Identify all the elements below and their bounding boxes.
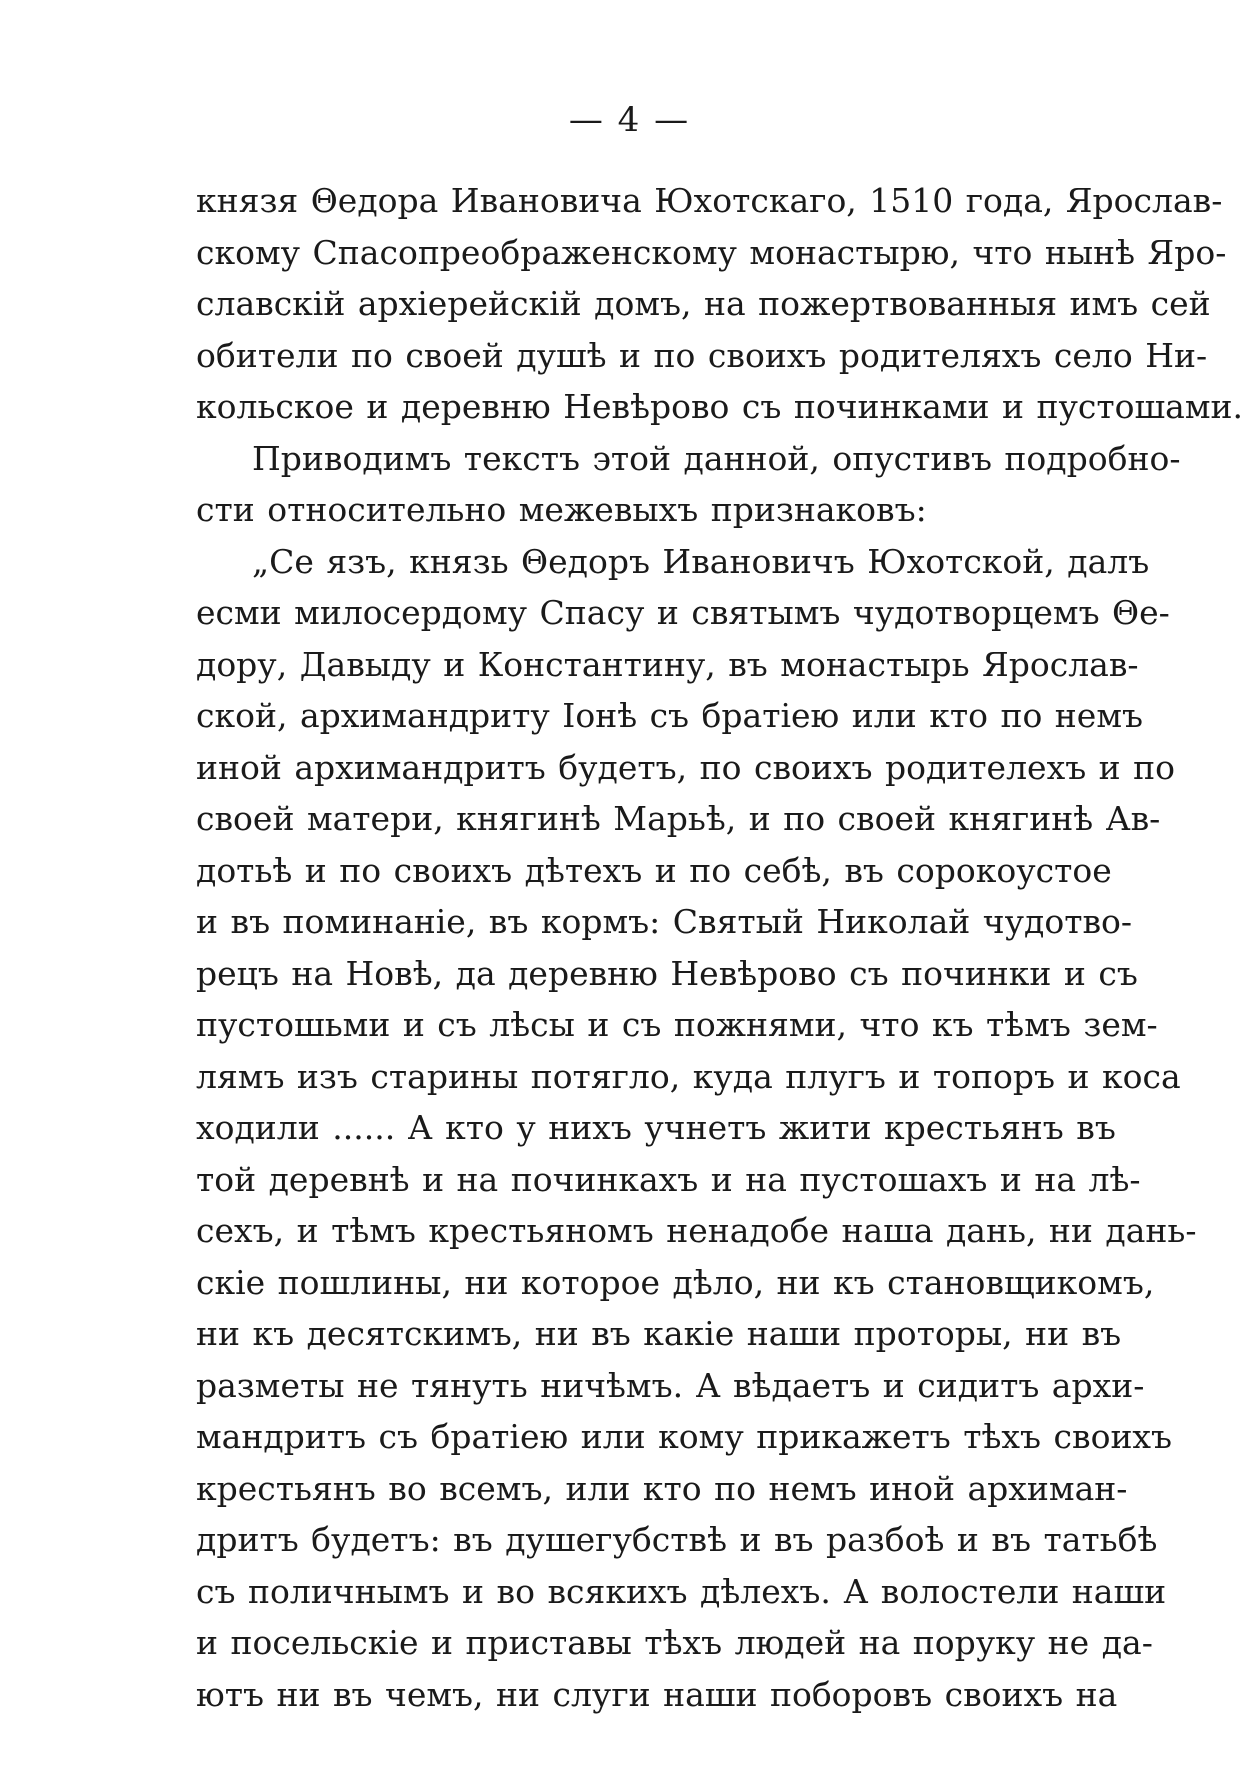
text-line: князя Θедора Ивановича Юхотскаго, 1510 года, Ярослав- xyxy=(196,181,1223,220)
text-line: дритъ будетъ: въ душегубствѣ и въ разбоѣ и въ татьбѣ xyxy=(196,1520,1158,1559)
text-line: „Се язъ, князь Θедоръ Ивановичъ Юхотской, далъ xyxy=(252,541,1150,581)
text-line: пустошьми и съ лѣсы и съ пожнями, что къ тѣмъ зем- xyxy=(196,1005,1158,1044)
text-line: скіе пошлины, ни которое дѣло, ни къ становщикомъ, xyxy=(196,1262,1155,1302)
text-line: дору, Давыду и Константину, въ монастырь Ярослав- xyxy=(196,644,1139,684)
body-text xyxy=(196,175,1244,1720)
text-line: кольское и деревню Невѣрово съ починками и пустошами. xyxy=(196,387,1244,426)
text-line: сехъ, и тѣмъ крестьяномъ ненадобе наша дань, ни дань- xyxy=(196,1211,1197,1250)
text-line: крестьянъ во всемъ, или кто по немъ иной архиман- xyxy=(196,1468,1128,1508)
text-line: ни къ десятскимъ, ни въ какіе наши проторы, ни въ xyxy=(196,1314,1122,1353)
text-line: славскій архіерейскій домъ, на пожертвованныя имъ сей xyxy=(196,284,1211,323)
text-line: и посельскіе и приставы тѣхъ людей на поруку не да- xyxy=(196,1623,1153,1662)
text-line: и въ поминаніе, въ кормъ: Святый Николай чудотво- xyxy=(196,902,1133,941)
text-line: дотьѣ и по своихъ дѣтехъ и по себѣ, въ сорокоустое xyxy=(196,850,1112,890)
text-line: ходили ...... А кто у нихъ учнетъ жити крестьянъ въ xyxy=(196,1108,1116,1147)
text-line: разметы не тянуть ничѣмъ. А вѣдаетъ и сидитъ архи- xyxy=(196,1365,1145,1405)
text-line: скому Спасопреображенскому монастырю, что нынѣ Яро- xyxy=(196,232,1227,272)
text-line: ской, архимандриту Іонѣ съ братіею или кто по немъ xyxy=(196,696,1143,735)
text-line: мандритъ съ братіею или кому прикажетъ тѣхъ своихъ xyxy=(196,1417,1173,1456)
text-line: Приводимъ текстъ этой данной, опустивъ подробно- xyxy=(252,438,1181,478)
text-line: рецъ на Новѣ, да деревню Невѣрово съ починки и съ xyxy=(196,953,1138,993)
page-number: — 4 — xyxy=(568,100,691,140)
text-line: лямъ изъ старины потягло, куда плугъ и топоръ и коса xyxy=(196,1056,1181,1096)
text-line: своей матери, княгинѣ Марьѣ, и по своей княгинѣ Ав- xyxy=(196,799,1161,838)
text-line: есми милосердому Спасу и святымъ чудотворцемъ Θе- xyxy=(196,593,1170,632)
text-line: ютъ ни въ чемъ, ни слуги наши поборовъ своихъ на xyxy=(196,1674,1118,1714)
text-line: той деревнѣ и на починкахъ и на пустошахъ и на лѣ- xyxy=(196,1159,1141,1199)
text-line: обители по своей душѣ и по своихъ родителяхъ село Ни- xyxy=(196,335,1208,375)
text-line: сти относительно межевыхъ признаковъ: xyxy=(196,490,927,529)
text-line: съ поличнымъ и во всякихъ дѣлехъ. А волостели наши xyxy=(196,1571,1167,1611)
text-line: иной архимандритъ будетъ, по своихъ родителехъ и по xyxy=(196,747,1176,787)
